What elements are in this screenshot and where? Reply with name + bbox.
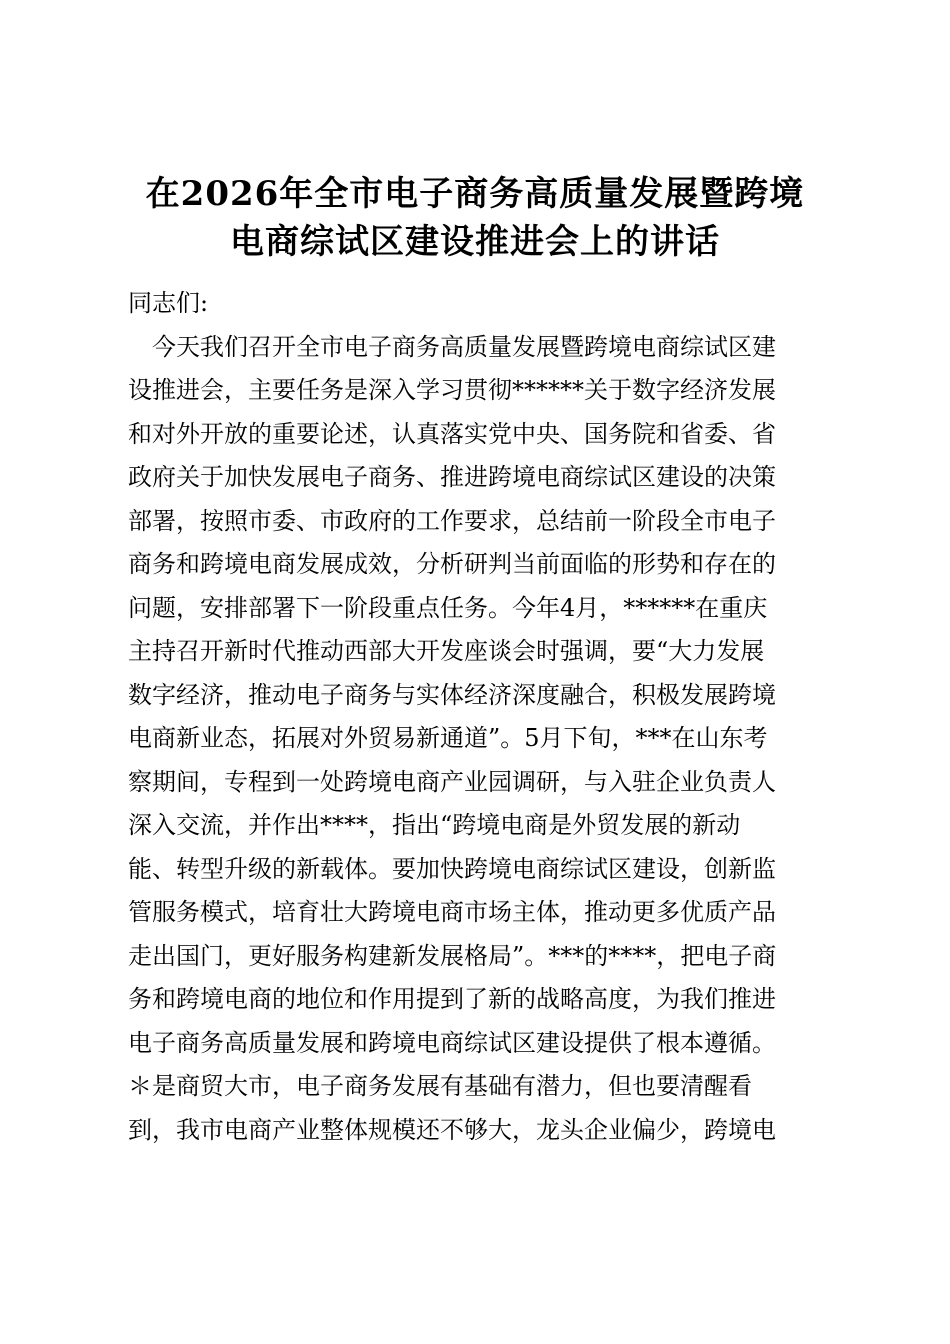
title-line-2: 电商综试区建设推进会上的讲话 (230, 222, 720, 262)
title-line-1: 在2026年全市电子商务高质量发展暨跨境 (145, 174, 805, 214)
body-line: 务和跨境电商的地位和作用提到了新的战略高度，为我们推进 (128, 985, 776, 1013)
body-line: 深入交流，并作出****，指出“跨境电商是外贸发展的新动 (128, 811, 741, 839)
body-line: 能、转型升级的新载体。要加快跨境电商综试区建设，创新监 (128, 854, 776, 883)
salutation: 同志们: (128, 289, 209, 317)
body-line: 主持召开新时代推动西部大开发座谈会时强调，要“大力发展 (128, 637, 765, 665)
document-body (128, 282, 828, 1152)
body-line: 电子商务高质量发展和跨境电商综试区建设提供了根本遵循。 (128, 1028, 776, 1057)
body-line: 和对外开放的重要论述，认真落实党中央、国务院和省委、省 (128, 419, 776, 448)
body-line: 商务和跨境电商发展成效，分析研判当前面临的形势和存在的 (128, 550, 776, 578)
body-line: 管服务模式，培育壮大跨境电商市场主体，推动更多优质产品 (128, 898, 776, 926)
body-line: 政府关于加快发展电子商务、推进跨境电商综试区建设的决策 (128, 463, 776, 491)
body-line: ＊是商贸大市，电子商务发展有基础有潜力，但也要清醒看 (128, 1072, 752, 1100)
body-line: 到，我市电商产业整体规模还不够大，龙头企业偏少，跨境电 (128, 1115, 776, 1144)
body-line: 数字经济，推动电子商务与实体经济深度融合，积极发展跨境 (128, 680, 776, 709)
document-title (110, 170, 840, 266)
body-line: 部署，按照市委、市政府的工作要求，总结前一阶段全市电子 (128, 506, 776, 535)
body-line: 察期间，专程到一处跨境电商产业园调研，与入驻企业负责人 (128, 767, 776, 796)
body-line: 问题，安排部署下一阶段重点任务。今年4月，******在重庆 (128, 593, 768, 622)
body-line: 设推进会，主要任务是深入学习贯彻******关于数字经济发展 (128, 376, 776, 404)
body-line: 电商新业态，拓展对外贸易新通道”。5月下旬，***在山东考 (128, 724, 768, 752)
body-line: 走出国门，更好服务构建新发展格局”。***的****，把电子商 (128, 941, 777, 970)
body-line: 今天我们召开全市电子商务高质量发展暨跨境电商综试区建 (128, 332, 776, 361)
